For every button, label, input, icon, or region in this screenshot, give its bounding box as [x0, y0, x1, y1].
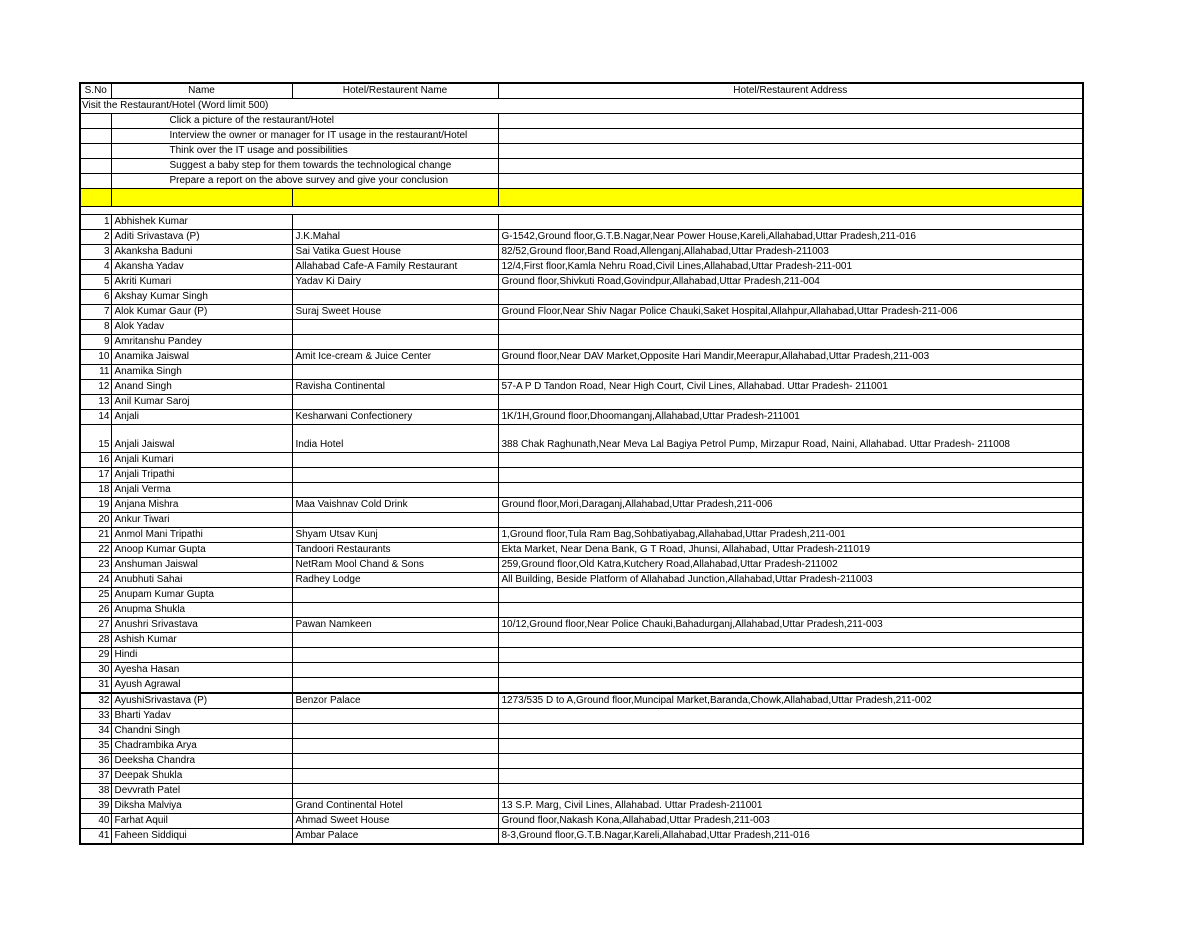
row-sno: 20: [80, 513, 111, 528]
table-row: [80, 260, 1083, 275]
table-row: [80, 305, 1083, 320]
row-hotel-address: Ground floor,Mori,Daraganj,Allahabad,Uttar Pradesh,211-006: [498, 498, 1083, 513]
row-name: Anamika Jaiswal: [111, 350, 292, 365]
row-name: Faheen Siddiqui: [111, 829, 292, 845]
table-row: [80, 468, 1083, 483]
row-name: Anjana Mishra: [111, 498, 292, 513]
row-hotel-name: Ambar Palace: [292, 829, 498, 845]
row-name: Akanksha Baduni: [111, 245, 292, 260]
header-row: [80, 83, 1083, 99]
row-hotel-name: Benzor Palace: [292, 693, 498, 709]
row-hotel-address: [498, 468, 1083, 483]
row-sno: 14: [80, 410, 111, 425]
row-hotel-name: [292, 320, 498, 335]
row-name: Hindi: [111, 648, 292, 663]
row-hotel-name: Ravisha Continental: [292, 380, 498, 395]
row-hotel-address: [498, 678, 1083, 694]
row-sno: 38: [80, 784, 111, 799]
table-row: [80, 754, 1083, 769]
intro-text: Visit the Restaurant/Hotel (Word limit 500): [80, 99, 1083, 114]
row-name: Anushri Srivastava: [111, 618, 292, 633]
row-name: Anjali Jaiswal: [111, 425, 292, 453]
row-hotel-name: [292, 724, 498, 739]
row-hotel-name: [292, 468, 498, 483]
row-name: Akansha Yadav: [111, 260, 292, 275]
header-hotel-name: Hotel/Restaurent Name: [292, 83, 498, 99]
row-sno: 37: [80, 769, 111, 784]
instruction-row: [80, 129, 1083, 144]
row-name: Anjali Tripathi: [111, 468, 292, 483]
row-hotel-name: [292, 678, 498, 694]
row-sno: 22: [80, 543, 111, 558]
row-hotel-address: 8-3,Ground floor,G.T.B.Nagar,Kareli,Allahabad,Uttar Pradesh,211-016: [498, 829, 1083, 845]
table-row: [80, 395, 1083, 410]
row-hotel-name: [292, 603, 498, 618]
row-sno: 36: [80, 754, 111, 769]
row-hotel-name: [292, 648, 498, 663]
row-hotel-name: Suraj Sweet House: [292, 305, 498, 320]
table-row: [80, 769, 1083, 784]
row-name: Diksha Malviya: [111, 799, 292, 814]
row-sno: 4: [80, 260, 111, 275]
row-hotel-address: Ground floor,Nakash Kona,Allahabad,Uttar Pradesh,211-003: [498, 814, 1083, 829]
row-hotel-name: Sai Vatika Guest House: [292, 245, 498, 260]
row-sno: 1: [80, 215, 111, 230]
table-row: [80, 603, 1083, 618]
row-name: AyushiSrivastava (P): [111, 693, 292, 709]
row-sno: 34: [80, 724, 111, 739]
row-hotel-address: [498, 633, 1083, 648]
instruction-text: Think over the IT usage and possibilities: [111, 144, 498, 159]
row-hotel-name: [292, 290, 498, 305]
row-hotel-address: [498, 724, 1083, 739]
row-name: Anjali Verma: [111, 483, 292, 498]
row-name: Chandni Singh: [111, 724, 292, 739]
row-hotel-name: [292, 709, 498, 724]
table-row: [80, 739, 1083, 754]
row-hotel-name: [292, 453, 498, 468]
instruction-text: Interview the owner or manager for IT usage in the restaurant/Hotel: [111, 129, 498, 144]
row-hotel-address: 13 S.P. Marg, Civil Lines, Allahabad. Uttar Pradesh-211001: [498, 799, 1083, 814]
row-hotel-address: [498, 709, 1083, 724]
row-hotel-address: [498, 739, 1083, 754]
row-name: Anjali Kumari: [111, 453, 292, 468]
row-sno: 33: [80, 709, 111, 724]
row-sno: 13: [80, 395, 111, 410]
row-name: Anshuman Jaiswal: [111, 558, 292, 573]
table-row: [80, 558, 1083, 573]
row-name: Devvrath Patel: [111, 784, 292, 799]
header-name: Name: [111, 83, 292, 99]
row-sno: 23: [80, 558, 111, 573]
table-row: [80, 365, 1083, 380]
table-row: [80, 693, 1083, 709]
row-sno: 40: [80, 814, 111, 829]
table-row: [80, 290, 1083, 305]
instruction-text: Prepare a report on the above survey and give your conclusion: [111, 174, 498, 189]
row-name: Ayush Agrawal: [111, 678, 292, 694]
row-name: Akshay Kumar Singh: [111, 290, 292, 305]
row-hotel-address: G-1542,Ground floor,G.T.B.Nagar,Near Power House,Kareli,Allahabad,Uttar Pradesh,211-016: [498, 230, 1083, 245]
row-hotel-address: 1273/535 D to A,Ground floor,Muncipal Market,Baranda,Chowk,Allahabad,Uttar Pradesh,211-002: [498, 693, 1083, 709]
row-hotel-address: [498, 483, 1083, 498]
row-hotel-address: [498, 648, 1083, 663]
row-hotel-name: [292, 588, 498, 603]
row-hotel-name: India Hotel: [292, 425, 498, 453]
row-hotel-name: J.K.Mahal: [292, 230, 498, 245]
row-sno: 5: [80, 275, 111, 290]
intro-row: [80, 99, 1083, 114]
table-row: [80, 648, 1083, 663]
row-name: Chadrambika Arya: [111, 739, 292, 754]
row-hotel-address: [498, 290, 1083, 305]
row-name: Ashish Kumar: [111, 633, 292, 648]
table-row: [80, 380, 1083, 395]
row-hotel-address: 259,Ground floor,Old Katra,Kutchery Road,Allahabad,Uttar Pradesh-211002: [498, 558, 1083, 573]
header-sno: S.No: [80, 83, 111, 99]
row-hotel-address: [498, 754, 1083, 769]
row-hotel-address: 1,Ground floor,Tula Ram Bag,Sohbatiyabag,Allahabad,Uttar Pradesh,211-001: [498, 528, 1083, 543]
row-hotel-name: [292, 663, 498, 678]
row-name: Amritanshu Pandey: [111, 335, 292, 350]
row-sno: 29: [80, 648, 111, 663]
row-sno: 2: [80, 230, 111, 245]
row-hotel-name: [292, 215, 498, 230]
row-hotel-address: [498, 603, 1083, 618]
table-row: [80, 709, 1083, 724]
row-hotel-name: [292, 754, 498, 769]
row-name: Anupam Kumar Gupta: [111, 588, 292, 603]
row-name: Anmol Mani Tripathi: [111, 528, 292, 543]
row-hotel-name: Radhey Lodge: [292, 573, 498, 588]
row-sno: 24: [80, 573, 111, 588]
row-sno: 3: [80, 245, 111, 260]
row-sno: 39: [80, 799, 111, 814]
row-hotel-address: [498, 588, 1083, 603]
row-sno: 31: [80, 678, 111, 694]
row-hotel-address: [498, 784, 1083, 799]
row-hotel-address: All Building, Beside Platform of Allahabad Junction,Allahabad,Uttar Pradesh-211003: [498, 573, 1083, 588]
row-hotel-address: 1K/1H,Ground floor,Dhoomanganj,Allahabad,Uttar Pradesh-211001: [498, 410, 1083, 425]
header-hotel-address: Hotel/Restaurent Address: [498, 83, 1083, 99]
row-name: Ankur Tiwari: [111, 513, 292, 528]
row-hotel-name: Shyam Utsav Kunj: [292, 528, 498, 543]
table-row: [80, 245, 1083, 260]
instruction-row: [80, 159, 1083, 174]
table-row: [80, 784, 1083, 799]
row-name: Deepak Shukla: [111, 769, 292, 784]
table-row: [80, 588, 1083, 603]
table-row: [80, 483, 1083, 498]
row-hotel-address: Ground Floor,Near Shiv Nagar Police Chauki,Saket Hospital,Allahpur,Allahabad,Uttar Pradesh-211-006: [498, 305, 1083, 320]
row-name: Deeksha Chandra: [111, 754, 292, 769]
instruction-text: Suggest a baby step for them towards the technological change: [111, 159, 498, 174]
table-row: [80, 724, 1083, 739]
table-row: [80, 513, 1083, 528]
spacer-row: [80, 207, 1083, 215]
row-sno: 27: [80, 618, 111, 633]
row-name: Akriti Kumari: [111, 275, 292, 290]
row-name: Aditi Srivastava (P): [111, 230, 292, 245]
table-row: [80, 425, 1083, 453]
row-sno: 7: [80, 305, 111, 320]
row-hotel-name: [292, 739, 498, 754]
table-row: [80, 573, 1083, 588]
row-hotel-name: [292, 335, 498, 350]
row-sno: 18: [80, 483, 111, 498]
row-sno: 30: [80, 663, 111, 678]
row-hotel-address: Ekta Market, Near Dena Bank, G T Road, Jhunsi, Allahabad, Uttar Pradesh-211019: [498, 543, 1083, 558]
row-hotel-address: 57-A P D Tandon Road, Near High Court, Civil Lines, Allahabad. Uttar Pradesh- 211001: [498, 380, 1083, 395]
row-sno: 21: [80, 528, 111, 543]
table-row: [80, 618, 1083, 633]
row-name: Farhat Aquil: [111, 814, 292, 829]
table-row: [80, 350, 1083, 365]
table-row: [80, 320, 1083, 335]
row-hotel-name: [292, 365, 498, 380]
highlight-row: [80, 189, 1083, 207]
row-hotel-address: [498, 513, 1083, 528]
table-row: [80, 453, 1083, 468]
row-sno: 25: [80, 588, 111, 603]
row-name: Anjali: [111, 410, 292, 425]
row-hotel-name: Amit Ice-cream & Juice Center: [292, 350, 498, 365]
row-hotel-name: Pawan Namkeen: [292, 618, 498, 633]
row-hotel-address: 10/12,Ground floor,Near Police Chauki,Bahadurganj,Allahabad,Uttar Pradesh,211-003: [498, 618, 1083, 633]
row-hotel-address: Ground floor,Near DAV Market,Opposite Hari Mandir,Meerapur,Allahabad,Uttar Pradesh,211-003: [498, 350, 1083, 365]
row-name: Anupma Shukla: [111, 603, 292, 618]
row-hotel-address: 12/4,First floor,Kamla Nehru Road,Civil Lines,Allahabad,Uttar Pradesh-211-001: [498, 260, 1083, 275]
row-hotel-address: Ground floor,Shivkuti Road,Govindpur,Allahabad,Uttar Pradesh,211-004: [498, 275, 1083, 290]
row-name: Alok Kumar Gaur (P): [111, 305, 292, 320]
table-row: [80, 678, 1083, 694]
row-hotel-name: Tandoori Restaurants: [292, 543, 498, 558]
table-row: [80, 230, 1083, 245]
instruction-text: Click a picture of the restaurant/Hotel: [111, 114, 498, 129]
row-sno: 15: [80, 425, 111, 453]
table-row: [80, 633, 1083, 648]
row-hotel-address: 388 Chak Raghunath,Near Meva Lal Bagiya Petrol Pump, Mirzapur Road, Naini, Allahabad. Uttar Pradesh- 211008: [498, 425, 1083, 453]
row-sno: 19: [80, 498, 111, 513]
table-row: [80, 663, 1083, 678]
row-sno: 10: [80, 350, 111, 365]
row-hotel-address: [498, 215, 1083, 230]
row-hotel-address: [498, 365, 1083, 380]
row-hotel-name: Grand Continental Hotel: [292, 799, 498, 814]
row-sno: 12: [80, 380, 111, 395]
row-sno: 9: [80, 335, 111, 350]
row-name: Anand Singh: [111, 380, 292, 395]
table-row: [80, 543, 1083, 558]
row-sno: 17: [80, 468, 111, 483]
row-hotel-address: [498, 453, 1083, 468]
row-name: Anamika Singh: [111, 365, 292, 380]
table-row: [80, 498, 1083, 513]
row-name: Anil Kumar Saroj: [111, 395, 292, 410]
instruction-row: [80, 174, 1083, 189]
row-hotel-name: Allahabad Cafe-A Family Restaurant: [292, 260, 498, 275]
row-name: Bharti Yadav: [111, 709, 292, 724]
row-hotel-name: NetRam Mool Chand & Sons: [292, 558, 498, 573]
row-hotel-name: Maa Vaishnav Cold Drink: [292, 498, 498, 513]
instruction-row: [80, 114, 1083, 129]
row-name: Anoop Kumar Gupta: [111, 543, 292, 558]
row-sno: 26: [80, 603, 111, 618]
row-sno: 32: [80, 693, 111, 709]
row-hotel-name: [292, 784, 498, 799]
table-row: [80, 528, 1083, 543]
row-name: Abhishek Kumar: [111, 215, 292, 230]
table-row: [80, 275, 1083, 290]
table-row: [80, 215, 1083, 230]
row-sno: 16: [80, 453, 111, 468]
row-hotel-address: [498, 320, 1083, 335]
row-hotel-name: [292, 395, 498, 410]
row-name: Anubhuti Sahai: [111, 573, 292, 588]
row-hotel-name: [292, 513, 498, 528]
row-hotel-name: [292, 483, 498, 498]
table-row: [80, 799, 1083, 814]
row-sno: 8: [80, 320, 111, 335]
row-hotel-address: [498, 663, 1083, 678]
table-row: [80, 410, 1083, 425]
row-sno: 35: [80, 739, 111, 754]
row-hotel-address: [498, 769, 1083, 784]
instruction-row: [80, 144, 1083, 159]
row-sno: 6: [80, 290, 111, 305]
row-hotel-address: [498, 335, 1083, 350]
row-hotel-name: Ahmad Sweet House: [292, 814, 498, 829]
row-hotel-name: Kesharwani Confectionery: [292, 410, 498, 425]
table-row: [80, 829, 1083, 845]
row-hotel-address: 82/52,Ground floor,Band Road,Allenganj,Allahabad,Uttar Pradesh-211003: [498, 245, 1083, 260]
row-sno: 11: [80, 365, 111, 380]
row-hotel-address: [498, 395, 1083, 410]
survey-spreadsheet: [79, 82, 1084, 845]
row-sno: 41: [80, 829, 111, 845]
table-row: [80, 814, 1083, 829]
row-hotel-name: Yadav Ki Dairy: [292, 275, 498, 290]
table-row: [80, 335, 1083, 350]
row-name: Ayesha Hasan: [111, 663, 292, 678]
row-sno: 28: [80, 633, 111, 648]
row-name: Alok Yadav: [111, 320, 292, 335]
row-hotel-name: [292, 769, 498, 784]
row-hotel-name: [292, 633, 498, 648]
